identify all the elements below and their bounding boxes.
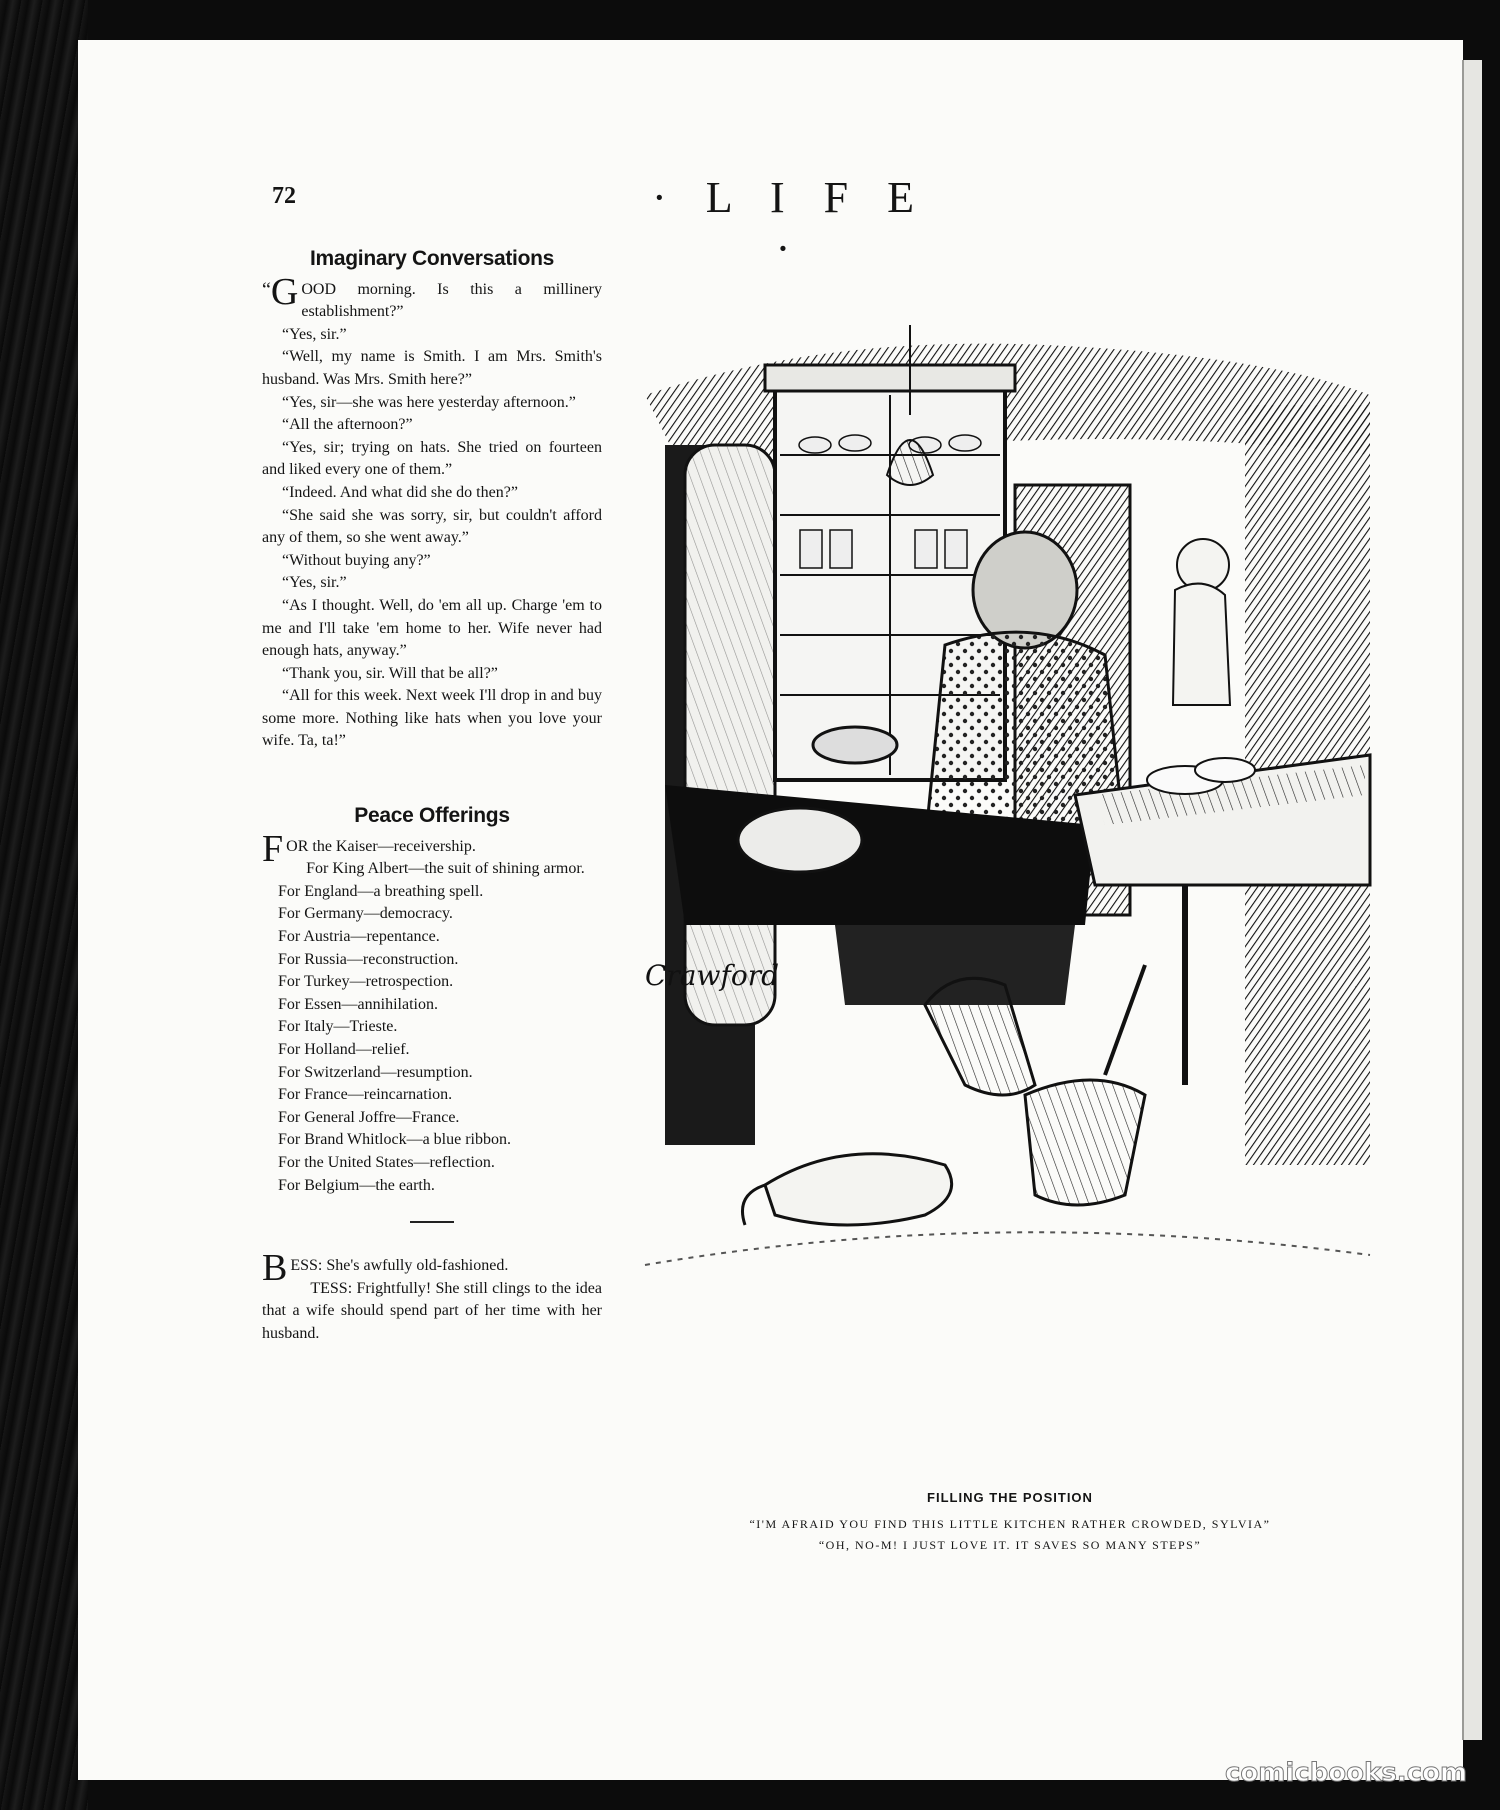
- masthead-title: · L I F E ·: [652, 173, 928, 273]
- peace-dropcap: F: [262, 827, 284, 870]
- next-page-edge: [1462, 60, 1482, 1740]
- kitchen-cartoon-illustration: [625, 325, 1380, 1485]
- list-item: For Austria—repentance.: [278, 928, 440, 946]
- section-divider: [410, 1221, 454, 1223]
- dialogue-line: “She said she was sorry, sir, but couldn't afford any of them, so she went away.”: [262, 506, 602, 547]
- peace-second-line: For King Albert—the suit of shining armor.: [306, 860, 585, 878]
- list-item: For France—reincarnation.: [278, 1086, 453, 1104]
- dialogue-line: “Yes, sir.”: [282, 574, 347, 592]
- dialogue-line: “Yes, sir; trying on hats. She tried on fourteen and liked every one of them.”: [262, 438, 602, 479]
- dialogue-line: “Without buying any?”: [282, 551, 431, 569]
- list-item: For General Joffre—France.: [278, 1108, 460, 1126]
- dialogue-line: “All the afternoon?”: [282, 416, 413, 434]
- list-item: For Germany—democracy.: [278, 905, 453, 923]
- tess-line: TESS: Frightfully! She still clings to the idea that a wife should spend part of her time with her husband.: [262, 1279, 602, 1342]
- list-item: For Switzerland—resumption.: [278, 1063, 473, 1081]
- imaginary-dropcap: G: [270, 270, 299, 313]
- imaginary-conversations-title: Imaginary Conversations: [309, 247, 554, 270]
- list-item: For Italy—Trieste.: [278, 1018, 398, 1036]
- watermark: comicbooks.com: [1225, 1758, 1468, 1788]
- artist-signature: Crawford: [645, 959, 779, 992]
- dialogue-line: “All for this week. Next week I'll drop in and buy some more. Nothing like hats when you love your wife. Ta, ta!”: [262, 687, 602, 750]
- list-item: For Essen—annihilation.: [278, 995, 438, 1013]
- list-item: For Turkey—retrospection.: [278, 973, 454, 991]
- cartoon-caption: [640, 1490, 1380, 1559]
- list-item: For Holland—relief.: [278, 1041, 410, 1058]
- dialogue-line: “Indeed. And what did she do then?”: [282, 483, 518, 501]
- bess-line: BESS: She's awfully old-fashioned.: [262, 1247, 509, 1290]
- peace-lead: FOR the Kaiser—receivership.: [262, 827, 476, 870]
- list-item: For Russia—reconstruction.: [278, 950, 459, 968]
- list-item: For England—a breathing spell.: [278, 882, 484, 900]
- list-item: For the United States—reflection.: [278, 1153, 495, 1171]
- imaginary-lead: “ G OOD morning. Is this a millinery establishment?”: [262, 270, 602, 321]
- list-item: For Belgium—the earth.: [278, 1176, 435, 1194]
- text-column: [262, 248, 602, 1346]
- bess-dropcap: B: [262, 1247, 288, 1290]
- dialogue-line: “Well, my name is Smith. I am Mrs. Smith's husband. Was Mrs. Smith here?”: [262, 348, 602, 388]
- caption-line-2: “OH, NO-M! I JUST LOVE IT. IT SAVES SO MANY STEPS”: [818, 1538, 1202, 1552]
- list-item: For Brand Whitlock—a blue ribbon.: [278, 1131, 511, 1149]
- page-number: 72: [272, 183, 296, 209]
- caption-line-1: “I'M AFRAID YOU FIND THIS LITTLE KITCHEN RATHER CROWDED, SYLVIA”: [749, 1517, 1271, 1531]
- caption-title: FILLING THE POSITION: [927, 1490, 1093, 1505]
- dialogue-line: “Yes, sir—she was here yesterday afternoon.”: [282, 393, 576, 411]
- dialogue-line: “As I thought. Well, do 'em all up. Charge 'em to me and I'll take 'em home to her. Wife never had enough hats, anyway.”: [262, 596, 602, 660]
- peace-list: [262, 881, 602, 1197]
- peace-offerings-title: Peace Offerings: [354, 804, 510, 828]
- book-spine: [0, 0, 88, 1810]
- opening-quote: “: [262, 278, 271, 301]
- dialogue-line: “Yes, sir.”: [282, 325, 347, 343]
- dialogue-line: “Thank you, sir. Will that be all?”: [282, 664, 498, 682]
